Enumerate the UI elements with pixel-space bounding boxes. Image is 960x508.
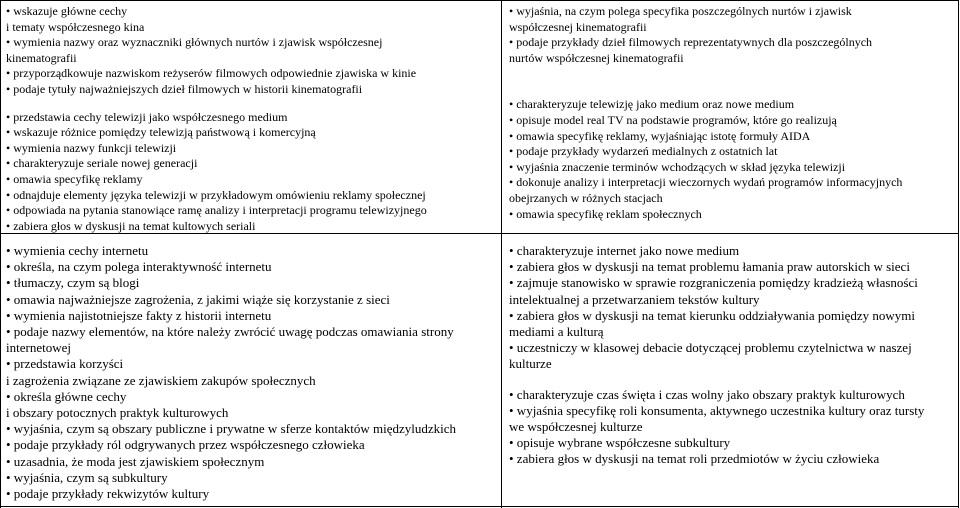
line: • wymienia cechy internetu — [6, 243, 149, 258]
line: mediami a kulturą — [509, 324, 604, 340]
line: • określa główne cechy — [6, 388, 127, 404]
line: • wyjaśnia, czym są subkultury — [6, 469, 168, 485]
line: • wskazuje różnice pomiędzy telewizją państwową i komercyjną — [6, 125, 316, 140]
line: intelektualnej a przetwarzaniem tekstów kultury — [509, 291, 760, 307]
line: i tematy współczesnego kina — [6, 19, 145, 34]
line: • opisuje wybrane współczesne subkultury — [509, 435, 731, 451]
cell-row1-right — [509, 4, 953, 236]
line: • omawia specyfikę reklam społecznych — [509, 206, 702, 221]
line: • omawia najważniejsze zagrożenia, z jakimi wiąże się korzystanie z sieci — [6, 291, 390, 307]
line: kulturze — [509, 356, 552, 372]
group-television-extended — [509, 97, 953, 222]
line: • podaje nazwy elementów, na które należy zwrócić uwagę podczas omawiania strony — [6, 324, 454, 340]
line: • zabiera głos w dyskusji na temat kierunku oddziaływania pomiędzy nowymi — [509, 307, 916, 323]
line: we współczesnej kulturze — [509, 419, 643, 435]
line: • wyjaśnia znaczenie terminów wchodzących w skład języka telewizji — [509, 159, 846, 174]
table-border-right — [958, 1, 959, 508]
cell-row1-left — [6, 4, 496, 248]
line: • omawia specyfikę reklamy — [6, 171, 143, 186]
line: • zabiera głos w dyskusji na temat kultowych seriali — [6, 218, 256, 233]
line: internetowej — [6, 340, 71, 356]
column-divider — [501, 1, 502, 508]
line: • odpowiada na pytania stanowiące ramę analizy i interpretacji programu telewizyjnego — [6, 203, 427, 218]
line: • podaje przykłady wydarzeń medialnych z ostatnich lat — [509, 144, 778, 159]
cell-row2-left — [6, 243, 496, 502]
line: • określa, na czym polega interaktywność internetu — [6, 259, 272, 275]
line: • dokonuje analizy i interpretacji wieczornych wydań programów informacyjnych — [509, 175, 903, 190]
line: obejrzanych w różnych stacjach — [509, 190, 663, 205]
group-internet-extended — [509, 243, 953, 373]
line: • charakteryzuje seriale nowej generacji — [6, 156, 198, 171]
line: • charakteryzuje internet jako nowe medium — [509, 243, 740, 258]
table-border-left — [0, 1, 1, 508]
line: • wskazuje główne cechy — [6, 4, 128, 18]
line: nurtów współczesnej kinematografii — [509, 50, 684, 65]
line: • zajmuje stanowisko w sprawie rozgraniczenia pomiędzy kradzieżą własności — [509, 275, 918, 291]
line: współczesnej kinematografii — [509, 19, 647, 34]
line: • podaje przykłady ról odgrywanych przez współczesnego człowieka — [6, 437, 365, 453]
line: • zabiera głos w dyskusji na temat roli przedmiotów w życiu człowieka — [509, 451, 880, 467]
line: kinematografii — [6, 50, 77, 65]
group-culture-extended — [509, 387, 953, 468]
line: • charakteryzuje telewizję jako medium oraz nowe medium — [509, 97, 795, 112]
line: • wyjaśnia specyfikę roli konsumenta, aktywnego uczestnika kultury oraz tursty — [509, 402, 925, 418]
line: • przedstawia korzyści — [6, 356, 124, 372]
line: • wymienia najistotniejsze fakty z historii internetu — [6, 307, 272, 323]
line: • tłumaczy, czym są blogi — [6, 275, 140, 291]
line: • omawia specyfikę reklamy, wyjaśniając istotę formuły AIDA — [509, 128, 811, 143]
line: • zabiera głos w dyskusji na temat problemu łamania praw autorskich w sieci — [509, 259, 910, 275]
line: • podaje przykłady rekwizytów kultury — [6, 486, 210, 502]
line: • podaje tytuły najważniejszych dzieł filmowych w historii kinematografii — [6, 81, 363, 96]
line: i zagrożenia związane ze zjawiskiem zakupów społecznych — [6, 372, 316, 388]
line: • wyjaśnia, na czym polega specyfika poszczególnych nurtów i zjawisk — [509, 4, 852, 18]
group-internet-culture — [6, 243, 496, 502]
group-cinema-extended — [509, 4, 953, 66]
line: • podaje przykłady dzieł filmowych reprezentatywnych dla poszczególnych — [509, 35, 873, 50]
line: • odnajduje elementy języka telewizji w przykładowym omówieniu reklamy społecznej — [6, 187, 426, 202]
group-television — [6, 110, 496, 235]
line: • wymienia nazwy oraz wyznaczniki głównych nurtów i zjawisk współczesnej — [6, 35, 383, 50]
line: • wyjaśnia, czym są obszary publiczne i prywatne w sferze kontaktów międzyludzkich — [6, 421, 457, 437]
line: • przedstawia cechy telewizji jako współczesnego medium — [6, 109, 288, 124]
line: • opisuje model real TV na podstawie programów, które go realizują — [509, 112, 837, 127]
line: • charakteryzuje czas święta i czas wolny jako obszary praktyk kulturowych — [509, 386, 905, 402]
line: • uczestniczy w klasowej debacie dotyczącej problemu czytelnictwa w naszej — [509, 340, 912, 356]
cell-row2-right — [509, 243, 953, 482]
group-cinema — [6, 4, 496, 98]
line: i obszary potocznych praktyk kulturowych — [6, 405, 229, 421]
line: • przyporządkowuje nazwiskom reżyserów filmowych odpowiednie zjawiska w kinie — [6, 66, 417, 81]
line: • uzasadnia, że moda jest zjawiskiem społecznym — [6, 453, 265, 469]
line: • wymienia nazwy funkcji telewizji — [6, 140, 177, 155]
